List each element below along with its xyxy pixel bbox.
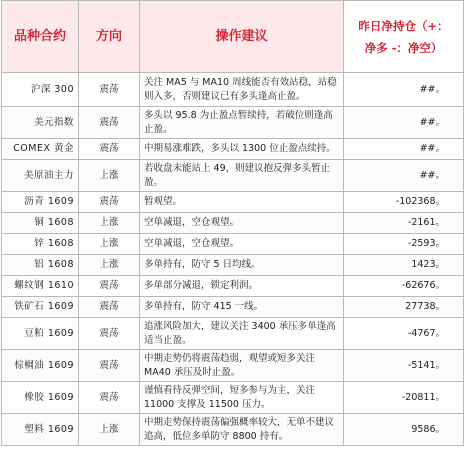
cell-variety: 锌 1608 [2,234,79,255]
table-row [2,276,464,297]
cell-advice: 中期走势仍将震荡趋弱，观望或短多关注 MA40 承压及时止盈。 [140,350,344,382]
cell-direction: 震荡 [79,192,140,213]
cell-position: -20811。 [344,382,464,414]
cell-advice: 多单部分减退，锁定利润。 [140,276,344,297]
futures-advice-table [1,0,464,446]
cell-position: ##。 [344,160,464,192]
cell-position: ##。 [344,73,464,107]
cell-variety: 塑料 1609 [2,414,79,446]
cell-variety: 美原油主力 [2,160,79,192]
cell-direction: 上涨 [79,213,140,234]
table-row [2,318,464,350]
table-row [2,414,464,446]
header-direction: 方向 [79,1,140,73]
table-row [2,160,464,192]
cell-variety: 棕榈油 1609 [2,350,79,382]
cell-position: ##。 [344,107,464,139]
cell-advice: 若收盘未能站上 49，则建议抱反弹多头暂止盈。 [140,160,344,192]
table-row [2,297,464,318]
table-row [2,73,464,107]
table-row [2,234,464,255]
cell-advice: 关注 MA5 与 MA10 周线能否有效站稳，站稳则入多，否则建议已有多头逢高止盈。 [140,73,344,107]
cell-direction: 震荡 [79,73,140,107]
cell-position: -5141。 [344,350,464,382]
cell-advice: 中期走势保持震荡偏强概率较大，无单不建议追高，低位多单防守 8800 持有。 [140,414,344,446]
header-position-line1: 昨日净持仓（+： [358,18,449,33]
header-advice: 操作建议 [140,1,344,73]
cell-variety: COMEX 黄金 [2,139,79,160]
cell-variety: 铜 1608 [2,213,79,234]
table-row [2,350,464,382]
table-row [2,255,464,276]
cell-variety: 沪深 300 [2,73,79,107]
cell-advice: 多单持有，防守 5 日均线。 [140,255,344,276]
cell-direction: 上涨 [79,255,140,276]
cell-advice: 暂观望。 [140,192,344,213]
cell-variety: 铁矿石 1609 [2,297,79,318]
cell-variety: 螺纹钢 1610 [2,276,79,297]
cell-direction: 震荡 [79,139,140,160]
cell-position: -102368。 [344,192,464,213]
cell-advice: 空单减退，空仓观望。 [140,234,344,255]
cell-position: -62676。 [344,276,464,297]
cell-position: -2161。 [344,213,464,234]
cell-variety: 橡胶 1609 [2,382,79,414]
cell-position: ##。 [344,139,464,160]
cell-position: 27738。 [344,297,464,318]
cell-direction: 震荡 [79,276,140,297]
cell-advice: 中期易涨难跌，多头以 1300 位止盈点续持。 [140,139,344,160]
cell-variety: 豆粕 1609 [2,318,79,350]
header-position-line2: 净多 -：净空） [364,40,443,55]
table-row [2,382,464,414]
cell-position: 1423。 [344,255,464,276]
header-variety: 品种合约 [2,1,79,73]
cell-direction: 上涨 [79,160,140,192]
table-row [2,213,464,234]
cell-direction: 上涨 [79,414,140,446]
cell-position: -4767。 [344,318,464,350]
cell-direction: 震荡 [79,382,140,414]
cell-advice: 多单持有，防守 415 一线。 [140,297,344,318]
cell-position: -2593。 [344,234,464,255]
cell-direction: 震荡 [79,107,140,139]
table-row [2,139,464,160]
cell-variety: 美元指数 [2,107,79,139]
cell-direction: 震荡 [79,350,140,382]
cell-advice: 空单减退，空仓观望。 [140,213,344,234]
cell-advice: 追涨风险加大，建议关注 3400 承压多单逢高适当止盈。 [140,318,344,350]
cell-direction: 震荡 [79,297,140,318]
table-row [2,107,464,139]
table-row [2,192,464,213]
table-header-row [2,1,464,73]
cell-advice: 谨慎看待反弹空间，短多参与为主，关注 11000 支撑及 11500 压力。 [140,382,344,414]
cell-position: 9586。 [344,414,464,446]
cell-variety: 沥青 1609 [2,192,79,213]
header-position [344,1,464,73]
cell-direction: 上涨 [79,234,140,255]
cell-direction: 震荡 [79,318,140,350]
cell-variety: 铝 1608 [2,255,79,276]
cell-advice: 多头以 95.8 为止盈点暂续持，若破位则逢高止盈。 [140,107,344,139]
